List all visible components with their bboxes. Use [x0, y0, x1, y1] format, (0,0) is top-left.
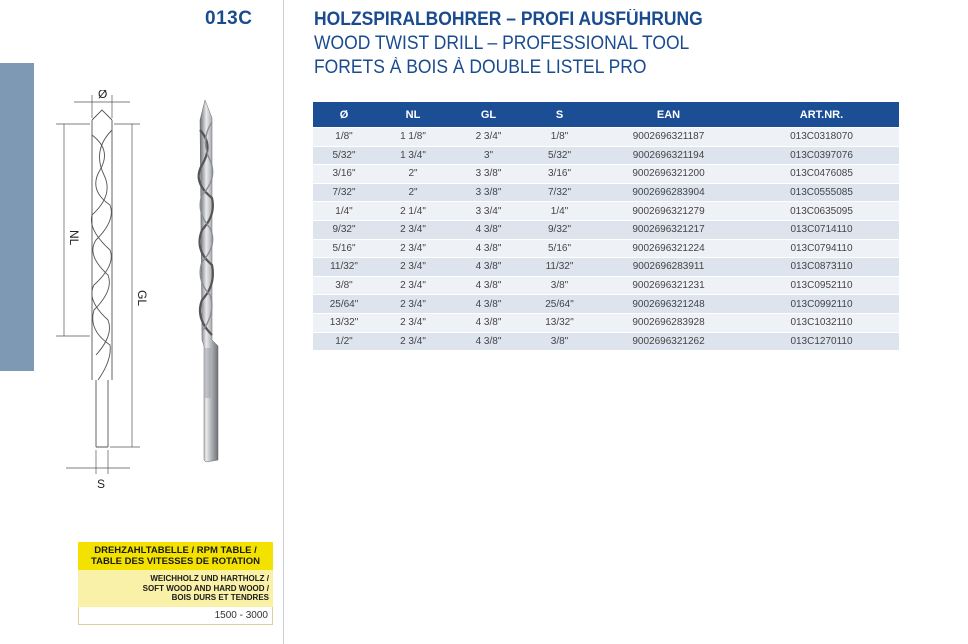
table-cell: 9002696321217	[593, 220, 744, 239]
table-cell: 9002696321200	[593, 165, 744, 184]
table-cell: 3"	[451, 146, 526, 165]
rpm-heading	[78, 542, 273, 570]
table-cell: 013C0476085	[744, 165, 899, 184]
col-header-gl: GL	[451, 102, 526, 128]
table-row	[313, 313, 899, 332]
table-cell: 5/32"	[313, 146, 375, 165]
title-german: HOLZSPIRALBOHRER – PROFI AUSFÜHRUNG	[314, 9, 703, 30]
table-cell: 2 3/4"	[375, 220, 451, 239]
table-cell: 5/16"	[526, 239, 593, 258]
table-cell: 3 3/8"	[451, 165, 526, 184]
table-cell: 9/32"	[526, 220, 593, 239]
table-cell: 3/8"	[313, 276, 375, 295]
drill-photo	[199, 100, 218, 462]
table-cell: 4 3/8"	[451, 220, 526, 239]
gl-dimension	[110, 124, 140, 447]
table-cell: 5/16"	[313, 239, 375, 258]
table-cell: 3/16"	[313, 165, 375, 184]
table-cell: 4 3/8"	[451, 295, 526, 314]
table-cell: 013C1270110	[744, 332, 899, 350]
table-cell: 2 1/4"	[375, 202, 451, 221]
rpm-sub-line2: SOFT WOOD AND HARD WOOD /	[142, 583, 269, 593]
table-cell: 2"	[375, 183, 451, 202]
table-cell: 9002696283911	[593, 258, 744, 277]
table-cell: 7/32"	[313, 183, 375, 202]
nl-label: NL	[67, 230, 81, 246]
table-cell: 2 3/4"	[375, 332, 451, 350]
table-cell: 013C0873110	[744, 258, 899, 277]
table-cell: 4 3/8"	[451, 258, 526, 277]
table-cell: 2 3/4"	[451, 128, 526, 147]
table-cell: 9002696321224	[593, 239, 744, 258]
table-cell: 1 1/8"	[375, 128, 451, 147]
title-french: FORETS À BOIS À DOUBLE LISTEL PRO	[314, 57, 647, 78]
table-cell: 3 3/4"	[451, 202, 526, 221]
table-body	[313, 128, 899, 351]
table-cell: 9002696283928	[593, 313, 744, 332]
product-code: 013C	[205, 8, 253, 29]
col-header-s: S	[526, 102, 593, 128]
col-header-diameter: Ø	[313, 102, 375, 128]
s-dimension	[66, 450, 130, 474]
table-row	[313, 332, 899, 350]
table-cell: 3/8"	[526, 276, 593, 295]
table-cell: 2"	[375, 165, 451, 184]
table-cell: 9002696321262	[593, 332, 744, 350]
table-cell: 013C0952110	[744, 276, 899, 295]
table-cell: 1/8"	[526, 128, 593, 147]
table-cell: 11/32"	[526, 258, 593, 277]
drill-line-drawing	[91, 110, 112, 447]
table-cell: 1/8"	[313, 128, 375, 147]
table-cell: 1/2"	[313, 332, 375, 350]
table-cell: 3 3/8"	[451, 183, 526, 202]
rpm-value: 1500 - 3000	[78, 607, 273, 625]
table-cell: 25/64"	[526, 295, 593, 314]
table-cell: 1/4"	[313, 202, 375, 221]
table-cell: 013C0992110	[744, 295, 899, 314]
table-cell: 013C0635095	[744, 202, 899, 221]
table-cell: 2 3/4"	[375, 258, 451, 277]
drill-drawing	[40, 90, 240, 510]
table-cell: 9002696321194	[593, 146, 744, 165]
table-row	[313, 239, 899, 258]
col-header-ean: EAN	[593, 102, 744, 128]
table-row	[313, 295, 899, 314]
table-cell: 013C0555085	[744, 183, 899, 202]
panel-divider	[283, 0, 284, 644]
table-cell: 4 3/8"	[451, 313, 526, 332]
table-row	[313, 220, 899, 239]
table-cell: 4 3/8"	[451, 332, 526, 350]
col-header-nl: NL	[375, 102, 451, 128]
table-row	[313, 165, 899, 184]
table-cell: 1/4"	[526, 202, 593, 221]
table-cell: 25/64"	[313, 295, 375, 314]
diameter-label: Ø	[98, 90, 108, 101]
table-cell: 013C0794110	[744, 239, 899, 258]
s-label: S	[97, 477, 106, 491]
drill-spec-table	[313, 102, 899, 350]
rpm-table	[78, 542, 273, 625]
table-cell: 7/32"	[526, 183, 593, 202]
table-cell: 2 3/4"	[375, 313, 451, 332]
table-cell: 3/8"	[526, 332, 593, 350]
table-cell: 9002696321187	[593, 128, 744, 147]
table-cell: 2 3/4"	[375, 295, 451, 314]
table-header-row	[313, 102, 899, 128]
table-cell: 4 3/8"	[451, 239, 526, 258]
table-cell: 4 3/8"	[451, 276, 526, 295]
table-row	[313, 258, 899, 277]
title-block	[314, 8, 737, 80]
table-cell: 2 3/4"	[375, 276, 451, 295]
rpm-sub-line3: BOIS DURS ET TENDRES	[171, 593, 269, 602]
table-cell: 1 3/4"	[375, 146, 451, 165]
table-cell: 5/32"	[526, 146, 593, 165]
table-cell: 013C0397076	[744, 146, 899, 165]
section-side-tab	[0, 63, 34, 371]
table-row	[313, 276, 899, 295]
table-cell: 013C0318070	[744, 128, 899, 147]
rpm-sub-line1: WEICHHOLZ UND HARTHOLZ /	[150, 574, 269, 583]
table-cell: 013C1032110	[744, 313, 899, 332]
table-row	[313, 202, 899, 221]
col-header-artnr: ART.NR.	[744, 102, 899, 128]
rpm-heading-line1: DREHZAHLTABELLE / RPM TABLE /	[94, 545, 257, 556]
rpm-subheading	[78, 570, 273, 607]
table-cell: 9/32"	[313, 220, 375, 239]
table-row	[313, 128, 899, 147]
table-cell: 9002696283904	[593, 183, 744, 202]
table-row	[313, 183, 899, 202]
gl-label: GL	[135, 290, 149, 307]
table-cell: 13/32"	[313, 313, 375, 332]
table-cell: 9002696321231	[593, 276, 744, 295]
table-cell: 9002696321248	[593, 295, 744, 314]
table-row	[313, 146, 899, 165]
table-cell: 9002696321279	[593, 202, 744, 221]
table-cell: 3/16"	[526, 165, 593, 184]
rpm-heading-line2: TABLE DES VITESSES DE ROTATION	[91, 556, 260, 567]
table-cell: 13/32"	[526, 313, 593, 332]
table-cell: 2 3/4"	[375, 239, 451, 258]
table-cell: 013C0714110	[744, 220, 899, 239]
title-english: WOOD TWIST DRILL – PROFESSIONAL TOOL	[314, 33, 690, 54]
table-cell: 11/32"	[313, 258, 375, 277]
